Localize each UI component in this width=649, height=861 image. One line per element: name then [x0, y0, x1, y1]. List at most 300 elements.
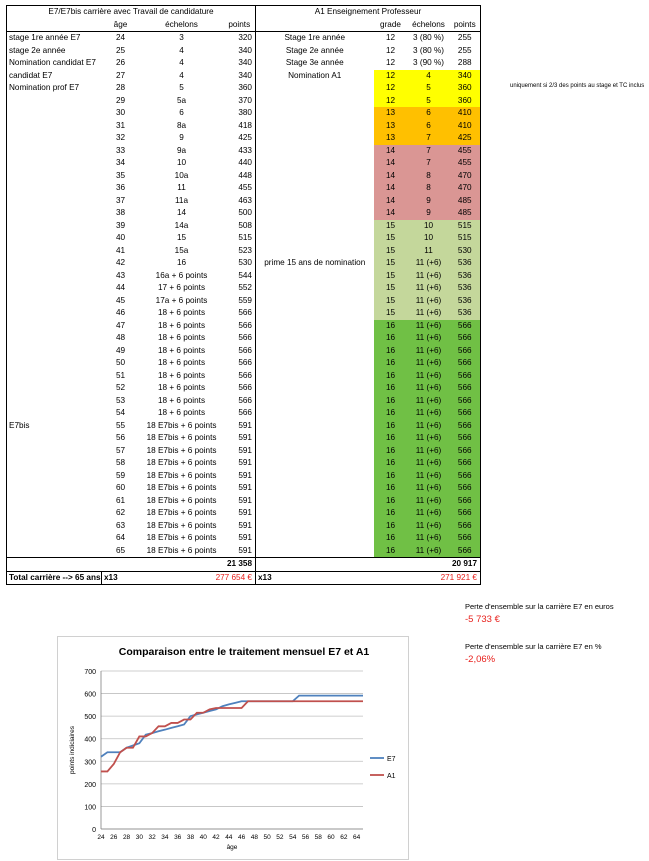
row-a1-echelon: 11 (+6)	[408, 320, 450, 333]
row-label	[7, 520, 102, 533]
row-a1-points: 360	[450, 95, 481, 108]
row-a1-points: 566	[450, 545, 481, 558]
row-a1-echelon: 6	[408, 107, 450, 120]
row-a1-points: 566	[450, 507, 481, 520]
table-row	[7, 370, 481, 383]
row-a1-label	[256, 295, 374, 308]
row-points: 591	[224, 507, 256, 520]
row-grade: 14	[374, 195, 408, 208]
row-echelon: 18 E7bis + 6 points	[146, 545, 217, 555]
x-tick-label: 58	[314, 834, 322, 841]
table-row	[7, 320, 481, 333]
row-points: 370	[224, 95, 256, 108]
row-age: 63	[115, 520, 126, 530]
row-points: 433	[224, 145, 256, 158]
row-a1-echelon: 7	[408, 145, 450, 158]
row-label	[7, 132, 102, 145]
row-echelon: 18 E7bis + 6 points	[146, 420, 217, 430]
row-points: 508	[224, 220, 256, 233]
row-points: 591	[224, 520, 256, 533]
x-tick-label: 48	[250, 834, 258, 841]
row-a1-label	[256, 532, 374, 545]
row-a1-label	[256, 132, 374, 145]
row-label	[7, 182, 102, 195]
row-a1-label: prime 15 ans de nomination	[264, 258, 366, 267]
row-label	[7, 107, 102, 120]
row-a1-echelon: 5	[408, 82, 450, 95]
row-age: 64	[115, 533, 126, 542]
table-row	[7, 457, 481, 470]
row-a1-label: Stage 1re année	[284, 33, 346, 42]
x-tick-label: 64	[352, 834, 361, 841]
row-age: 41	[115, 245, 126, 255]
row-a1-points: 515	[450, 232, 481, 245]
total-row	[7, 571, 481, 585]
row-a1-echelon: 11 (+6)	[408, 445, 450, 458]
x-tick-label: 34	[161, 834, 169, 841]
y-tick-label: 400	[84, 736, 96, 744]
row-echelon: 18 E7bis + 6 points	[146, 433, 217, 442]
chart-title: Comparaison entre le traitement mensuel E7 et A1	[118, 646, 370, 658]
note-stage: uniquement si 2/3 des points au stage et TC inclus	[510, 83, 645, 89]
row-a1-label	[256, 432, 374, 445]
row-label	[7, 245, 102, 258]
sum-left: 21 358	[224, 558, 256, 572]
row-age: 33	[115, 145, 126, 155]
row-points: 425	[224, 132, 256, 145]
row-echelon: 5a	[176, 95, 187, 105]
row-grade: 16	[374, 320, 408, 333]
table-row	[7, 482, 481, 495]
row-age: 54	[115, 408, 126, 417]
row-grade: 16	[374, 495, 408, 508]
row-grade: 16	[374, 407, 408, 420]
table-row	[7, 520, 481, 533]
row-a1-label	[256, 420, 374, 433]
row-echelon: 4	[179, 70, 184, 80]
row-a1-points: 470	[450, 170, 481, 183]
row-a1-points: 536	[450, 282, 481, 295]
table-row	[7, 345, 481, 358]
row-label	[7, 532, 102, 545]
row-grade: 16	[374, 507, 408, 520]
row-points: 591	[224, 432, 256, 445]
y-axis-label: points indiciaires	[69, 725, 76, 775]
x-tick-label: 50	[263, 834, 271, 841]
row-a1-label	[256, 270, 374, 283]
table-row	[7, 45, 481, 58]
table-row	[7, 445, 481, 458]
row-age: 53	[115, 395, 126, 405]
row-a1-label	[256, 145, 374, 158]
row-a1-points: 566	[450, 482, 481, 495]
row-label	[7, 370, 102, 383]
row-points: 566	[224, 307, 256, 320]
total-label: Total carrière --> 65 ans	[7, 571, 102, 585]
row-age: 30	[115, 108, 126, 117]
row-grade: 16	[374, 520, 408, 533]
row-points: 566	[224, 407, 256, 420]
row-a1-points: 566	[450, 457, 481, 470]
table-row	[7, 420, 481, 433]
row-label	[7, 207, 102, 220]
row-a1-points: 485	[450, 195, 481, 208]
row-a1-echelon: 3 (80 %)	[408, 45, 450, 58]
row-label	[7, 257, 102, 270]
row-label: E7bis	[7, 420, 102, 433]
row-age: 44	[115, 283, 126, 292]
row-a1-label: Stage 2e année	[285, 45, 344, 55]
row-label	[7, 407, 102, 420]
row-a1-echelon: 11 (+6)	[408, 407, 450, 420]
row-a1-points: 470	[450, 182, 481, 195]
row-a1-points: 288	[450, 57, 481, 70]
career-table	[6, 5, 481, 585]
row-a1-echelon: 6	[408, 120, 450, 133]
row-a1-points: 566	[450, 332, 481, 345]
right-header: A1 Enseignement Professeur	[256, 6, 481, 19]
table-row	[7, 232, 481, 245]
row-points: 448	[224, 170, 256, 183]
row-points: 591	[224, 482, 256, 495]
row-a1-echelon: 8	[408, 182, 450, 195]
row-echelon: 18 E7bis + 6 points	[146, 470, 217, 480]
col-a1-echelons: échelons	[408, 19, 450, 32]
row-age: 29	[115, 95, 126, 105]
row-a1-label	[256, 332, 374, 345]
row-a1-echelon: 11 (+6)	[408, 457, 450, 470]
row-a1-label	[256, 82, 374, 95]
row-label: Nomination prof E7	[7, 82, 102, 95]
row-age: 37	[115, 195, 126, 205]
table-row	[7, 432, 481, 445]
row-echelon: 15	[176, 233, 187, 242]
row-a1-label	[256, 95, 374, 108]
row-a1-echelon: 3 (80 %)	[408, 32, 450, 45]
row-echelon: 16a + 6 points	[155, 270, 208, 280]
row-grade: 12	[374, 95, 408, 108]
row-age: 52	[115, 383, 126, 392]
row-a1-label	[256, 357, 374, 370]
row-label	[7, 332, 102, 345]
row-label: Nomination candidat E7	[7, 57, 102, 70]
row-grade: 15	[374, 257, 408, 270]
row-a1-points: 566	[450, 382, 481, 395]
row-a1-label	[256, 282, 374, 295]
row-a1-label	[256, 207, 374, 220]
row-age: 51	[115, 370, 126, 380]
table-row	[7, 107, 481, 120]
x-tick-label: 36	[174, 834, 182, 841]
row-echelon: 18 + 6 points	[157, 308, 206, 317]
row-age: 38	[115, 208, 126, 217]
row-echelon: 3	[179, 33, 184, 42]
row-points: 591	[224, 470, 256, 483]
row-echelon: 4	[179, 58, 184, 67]
row-a1-points: 360	[450, 82, 481, 95]
row-label	[7, 432, 102, 445]
row-age: 31	[115, 120, 126, 130]
row-echelon: 4	[179, 45, 184, 55]
sum-right: 20 917	[450, 558, 481, 572]
row-a1-points: 566	[450, 407, 481, 420]
legend-label: E7	[387, 756, 396, 763]
row-points: 566	[224, 357, 256, 370]
row-echelon: 15a	[174, 245, 189, 255]
row-grade: 12	[374, 45, 408, 58]
row-points: 455	[224, 182, 256, 195]
row-echelon: 9a	[176, 145, 187, 155]
row-echelon: 18 + 6 points	[157, 408, 206, 417]
row-points: 515	[224, 232, 256, 245]
table-row	[7, 270, 481, 283]
x-tick-label: 60	[327, 834, 335, 841]
row-grade: 13	[374, 120, 408, 133]
table-row	[7, 395, 481, 408]
table-row	[7, 195, 481, 208]
row-age: 57	[115, 445, 126, 455]
row-label	[7, 495, 102, 508]
x-tick-label: 56	[301, 834, 310, 841]
row-a1-points: 566	[450, 320, 481, 333]
row-a1-label	[256, 520, 374, 533]
row-echelon: 11a	[174, 195, 189, 205]
row-points: 380	[224, 107, 256, 120]
row-points: 530	[224, 257, 256, 270]
row-a1-points: 425	[450, 132, 481, 145]
row-a1-echelon: 11 (+6)	[408, 495, 450, 508]
row-label	[7, 195, 102, 208]
row-age: 62	[115, 508, 126, 517]
table-row	[7, 407, 481, 420]
row-a1-points: 515	[450, 220, 481, 233]
row-grade: 16	[374, 457, 408, 470]
y-tick-label: 200	[84, 781, 96, 789]
row-a1-points: 566	[450, 495, 481, 508]
row-a1-echelon: 11 (+6)	[408, 357, 450, 370]
row-grade: 16	[374, 432, 408, 445]
row-age: 32	[115, 133, 126, 142]
row-a1-points: 566	[450, 432, 481, 445]
row-points: 566	[224, 382, 256, 395]
row-grade: 15	[374, 282, 408, 295]
row-label	[7, 170, 102, 183]
row-a1-label	[256, 232, 374, 245]
row-points: 591	[224, 445, 256, 458]
y-tick-label: 300	[84, 759, 96, 767]
row-points: 591	[224, 495, 256, 508]
row-echelon: 18 + 6 points	[157, 370, 206, 380]
row-age: 55	[115, 420, 126, 430]
row-points: 591	[224, 457, 256, 470]
row-grade: 16	[374, 545, 408, 558]
row-echelon: 14a	[174, 220, 189, 230]
x-tick-label: 44	[225, 834, 233, 841]
x-tick-label: 38	[186, 834, 195, 841]
row-points: 591	[224, 545, 256, 558]
sum-row	[7, 558, 481, 572]
table-row	[7, 307, 481, 320]
row-echelon: 18 + 6 points	[157, 333, 206, 342]
row-points: 591	[224, 532, 256, 545]
x-tick-label: 26	[110, 834, 118, 841]
row-echelon: 18 + 6 points	[157, 395, 206, 405]
row-a1-label	[256, 170, 374, 183]
row-label	[7, 232, 102, 245]
table-row	[7, 532, 481, 545]
row-label	[7, 395, 102, 408]
row-grade: 15	[374, 220, 408, 233]
row-a1-label	[256, 245, 374, 258]
row-a1-points: 566	[450, 357, 481, 370]
row-a1-points: 566	[450, 445, 481, 458]
table-row	[7, 82, 481, 95]
comparison-chart	[58, 637, 408, 859]
row-grade: 15	[374, 245, 408, 258]
row-label	[7, 470, 102, 483]
row-a1-points: 566	[450, 395, 481, 408]
row-echelon: 17a + 6 points	[155, 295, 208, 305]
row-a1-points: 566	[450, 370, 481, 383]
table-row	[7, 32, 481, 45]
table-row	[7, 70, 481, 83]
row-a1-label	[256, 220, 374, 233]
row-a1-echelon: 11 (+6)	[408, 395, 450, 408]
row-a1-echelon: 11 (+6)	[408, 520, 450, 533]
row-a1-label	[256, 370, 374, 383]
row-a1-echelon: 4	[408, 70, 450, 83]
row-grade: 14	[374, 157, 408, 170]
row-a1-echelon: 11 (+6)	[408, 370, 450, 383]
row-a1-points: 536	[450, 257, 481, 270]
row-points: 463	[224, 195, 256, 208]
table-row	[7, 182, 481, 195]
table-row	[7, 245, 481, 258]
row-a1-echelon: 11 (+6)	[408, 257, 450, 270]
row-points: 440	[224, 157, 256, 170]
row-grade: 13	[374, 132, 408, 145]
row-age: 49	[115, 345, 126, 355]
row-echelon: 18 + 6 points	[157, 383, 206, 392]
row-echelon: 14	[176, 208, 187, 217]
row-grade: 12	[374, 70, 408, 83]
row-points: 340	[224, 45, 256, 58]
row-a1-label	[256, 307, 374, 320]
row-points: 340	[224, 57, 256, 70]
row-a1-echelon: 11 (+6)	[408, 307, 450, 320]
row-echelon: 18 + 6 points	[157, 345, 206, 355]
row-label	[7, 445, 102, 458]
col-grade: grade	[374, 19, 408, 32]
row-echelon: 5	[179, 83, 184, 92]
x-tick-label: 28	[122, 834, 131, 841]
row-a1-points: 536	[450, 270, 481, 283]
row-points: 559	[224, 295, 256, 308]
mult-right: x13	[256, 571, 374, 585]
row-a1-label	[256, 470, 374, 483]
row-echelon: 18 E7bis + 6 points	[146, 458, 217, 467]
row-grade: 14	[374, 145, 408, 158]
table-row	[7, 220, 481, 233]
row-age: 45	[115, 295, 126, 305]
row-age: 35	[115, 170, 126, 180]
row-a1-echelon: 10	[408, 232, 450, 245]
row-points: 566	[224, 345, 256, 358]
row-a1-points: 410	[450, 120, 481, 133]
row-a1-label	[256, 395, 374, 408]
row-a1-points: 485	[450, 207, 481, 220]
row-a1-echelon: 11 (+6)	[408, 545, 450, 558]
row-a1-label	[256, 157, 374, 170]
row-a1-echelon: 11 (+6)	[408, 432, 450, 445]
row-grade: 16	[374, 420, 408, 433]
row-a1-echelon: 11 (+6)	[408, 332, 450, 345]
row-age: 39	[115, 220, 126, 230]
row-age: 58	[115, 458, 126, 467]
row-a1-points: 455	[450, 157, 481, 170]
row-a1-points: 410	[450, 107, 481, 120]
x-axis-label: âge	[226, 844, 238, 851]
row-a1-points: 566	[450, 470, 481, 483]
x-tick-label: 42	[212, 834, 220, 841]
row-age: 28	[115, 83, 126, 92]
row-age: 61	[115, 495, 126, 505]
row-a1-echelon: 3 (90 %)	[408, 57, 450, 70]
row-echelon: 18 E7bis + 6 points	[146, 445, 217, 455]
row-grade: 16	[374, 332, 408, 345]
row-points: 591	[224, 420, 256, 433]
row-label	[7, 545, 102, 558]
row-age: 47	[115, 320, 126, 330]
table-row	[7, 357, 481, 370]
table-row	[7, 382, 481, 395]
row-points: 566	[224, 395, 256, 408]
row-age: 40	[115, 233, 126, 242]
row-a1-echelon: 11 (+6)	[408, 282, 450, 295]
row-grade: 16	[374, 470, 408, 483]
row-grade: 16	[374, 357, 408, 370]
row-echelon: 6	[179, 108, 184, 117]
row-points: 566	[224, 332, 256, 345]
row-grade: 16	[374, 532, 408, 545]
row-a1-points: 455	[450, 145, 481, 158]
row-label	[7, 482, 102, 495]
row-a1-points: 340	[450, 70, 481, 83]
row-a1-label: Nomination A1	[288, 70, 342, 80]
chart-container	[57, 636, 409, 860]
mult-left: x13	[102, 571, 140, 585]
y-tick-label: 600	[84, 691, 96, 699]
x-tick-label: 62	[340, 834, 348, 841]
row-a1-points: 536	[450, 307, 481, 320]
table-row	[7, 295, 481, 308]
row-label	[7, 507, 102, 520]
row-label: candidat E7	[7, 70, 102, 83]
row-label	[7, 282, 102, 295]
left-header: E7/E7bis carrière avec Travail de candidature	[7, 6, 256, 19]
row-a1-points: 255	[450, 32, 481, 45]
row-a1-echelon: 8	[408, 170, 450, 183]
row-a1-label	[256, 545, 374, 558]
row-points: 566	[224, 370, 256, 383]
col-a1-points: points	[450, 19, 481, 32]
row-a1-label	[256, 445, 374, 458]
table-row	[7, 207, 481, 220]
row-a1-label	[256, 120, 374, 133]
row-a1-echelon: 10	[408, 220, 450, 233]
row-grade: 16	[374, 345, 408, 358]
row-a1-echelon: 11 (+6)	[408, 507, 450, 520]
